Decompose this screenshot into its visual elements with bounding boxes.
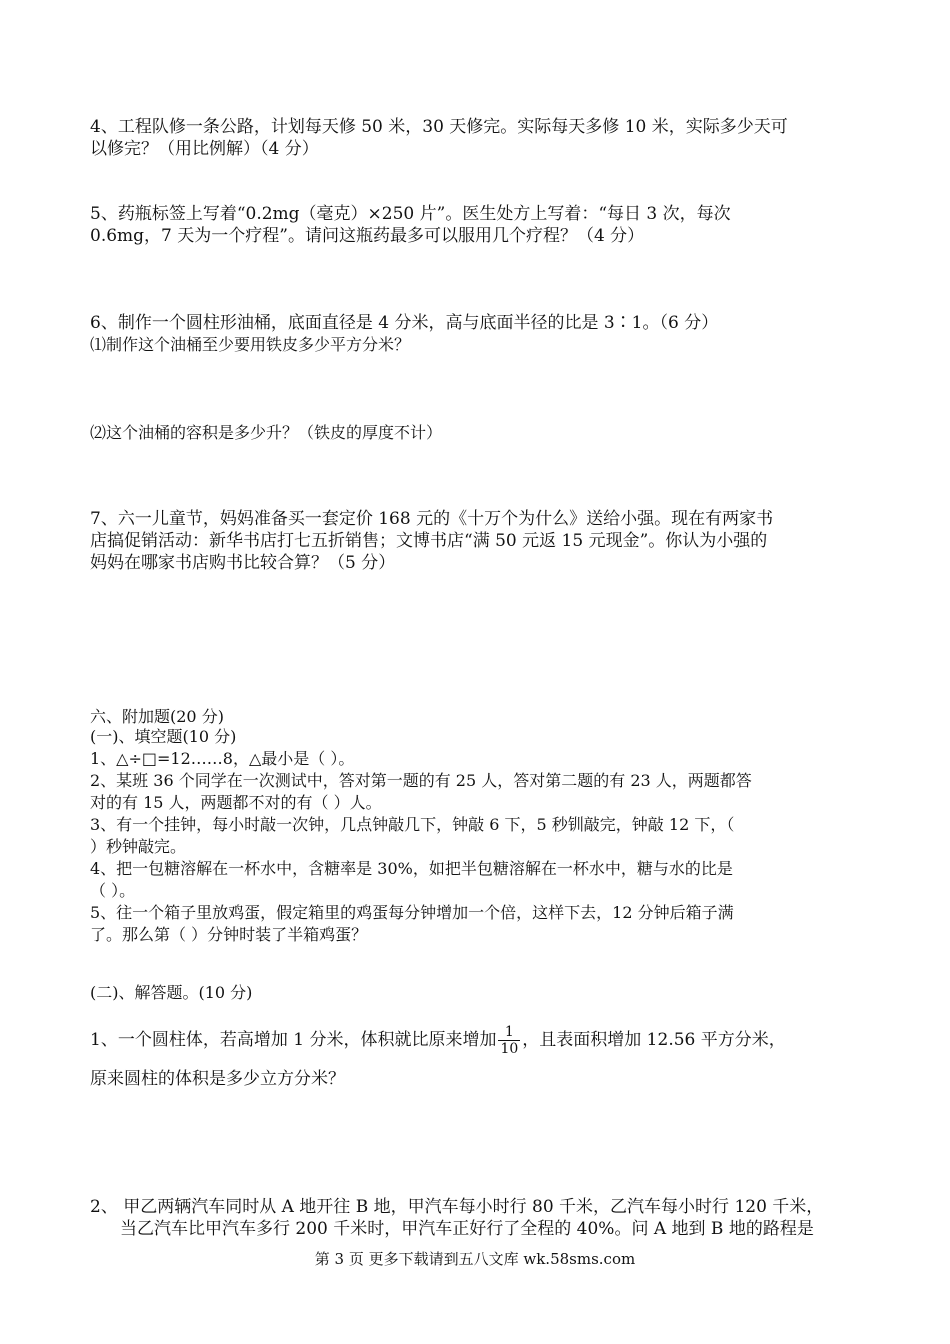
- fraction-numerator: 1: [498, 1024, 520, 1041]
- solve-q1-line1: [90, 1024, 786, 1057]
- q4-line2: 以修完？（用比例解）（4 分）: [90, 139, 319, 159]
- solve-q2-line1: 2、 甲乙两辆汽车同时从 A 地开往 B 地，甲汽车每小时行 80 千米，乙汽车每小时行 120 千米，: [90, 1197, 824, 1217]
- fill-q4-line1: 4、把一包糖溶解在一杯水中，含糖率是 30%，如把半包糖溶解在一杯水中，糖与水的比是: [90, 859, 733, 878]
- fill-q2-line1: 2、某班 36 个同学在一次测试中，答对第一题的有 25 人，答对第二题的有 23 人，两题都答: [90, 771, 752, 790]
- q7-line3: 妈妈在哪家书店购书比较合算？（5 分）: [90, 553, 396, 573]
- solve-q2-line2: 当乙汽车比甲汽车多行 200 千米时，甲汽车正好行了全程的 40%。问 A 地到 B 地的路程是: [120, 1219, 814, 1239]
- fill-q5-line1: 5、往一个箱子里放鸡蛋，假定箱里的鸡蛋每分钟增加一个倍，这样下去，12 分钟后箱子满: [90, 903, 734, 922]
- part1-title: (一)、填空题(10 分): [90, 727, 237, 746]
- fill-q4-line2: （ ）。: [90, 881, 136, 900]
- q4-line1: 4、工程队修一条公路，计划每天修 50 米，30 天修完。实际每天多修 10 米，实际多少天可: [90, 117, 788, 137]
- solve-q1-after: ，且表面积增加 12.56 平方分米，: [522, 1030, 786, 1050]
- q7-line2: 店搞促销活动：新华书店打七五折销售；文博书店“满 50 元返 15 元现金”。你认为小强的: [90, 531, 768, 551]
- q5-line1: 5、药瓶标签上写着“0.2mg（毫克）×250 片”。医生处方上写着：“每日 3 次，每次: [90, 204, 731, 224]
- page-footer: 第 3 页 更多下载请到五八文库 wk.58sms.com: [314, 1250, 636, 1268]
- fill-q3-line2: ）秒钟敲完。: [90, 837, 187, 856]
- q5-line2: 0.6mg，7 天为一个疗程”。请问这瓶药最多可以服用几个疗程？（4 分）: [90, 226, 645, 246]
- part2-title: (二)、解答题。(10 分): [90, 983, 253, 1002]
- section6-title: 六、附加题(20 分): [90, 707, 224, 726]
- fraction-one-tenth: [498, 1024, 520, 1057]
- q7-line1: 7、六一儿童节，妈妈准备买一套定价 168 元的《十万个为什么》送给小强。现在有两家书: [90, 509, 774, 529]
- solve-q1-line2: 原来圆柱的体积是多少立方分米？: [90, 1069, 345, 1089]
- fill-q3-line1: 3、有一个挂钟，每小时敲一次钟，几点钟敲几下，钟敲 6 下，5 秒钏敲完，钟敲 12 下，（: [90, 815, 735, 834]
- fill-q5-line2: 了。那么第（ ）分钟时装了半箱鸡蛋？: [90, 925, 368, 944]
- fill-q1: 1、△÷□=12……8，△最小是（ ）。: [90, 749, 355, 768]
- q6-sub2: ⑵这个油桶的容积是多少升？（铁皮的厚度不计）: [90, 423, 443, 442]
- fraction-denominator: 10: [500, 1041, 519, 1057]
- q6-sub1: ⑴制作这个油桶至少要用铁皮多少平方分米？: [90, 335, 411, 354]
- q6-line1: 6、制作一个圆柱形油桶，底面直径是 4 分米，高与底面半径的比是 3∶1。（6 分）: [90, 313, 719, 333]
- solve-q1-before: 1、一个圆柱体，若高增加 1 分米，体积就比原来增加: [90, 1030, 497, 1050]
- fill-q2-line2: 对的有 15 人，两题都不对的有（ ）人。: [90, 793, 382, 812]
